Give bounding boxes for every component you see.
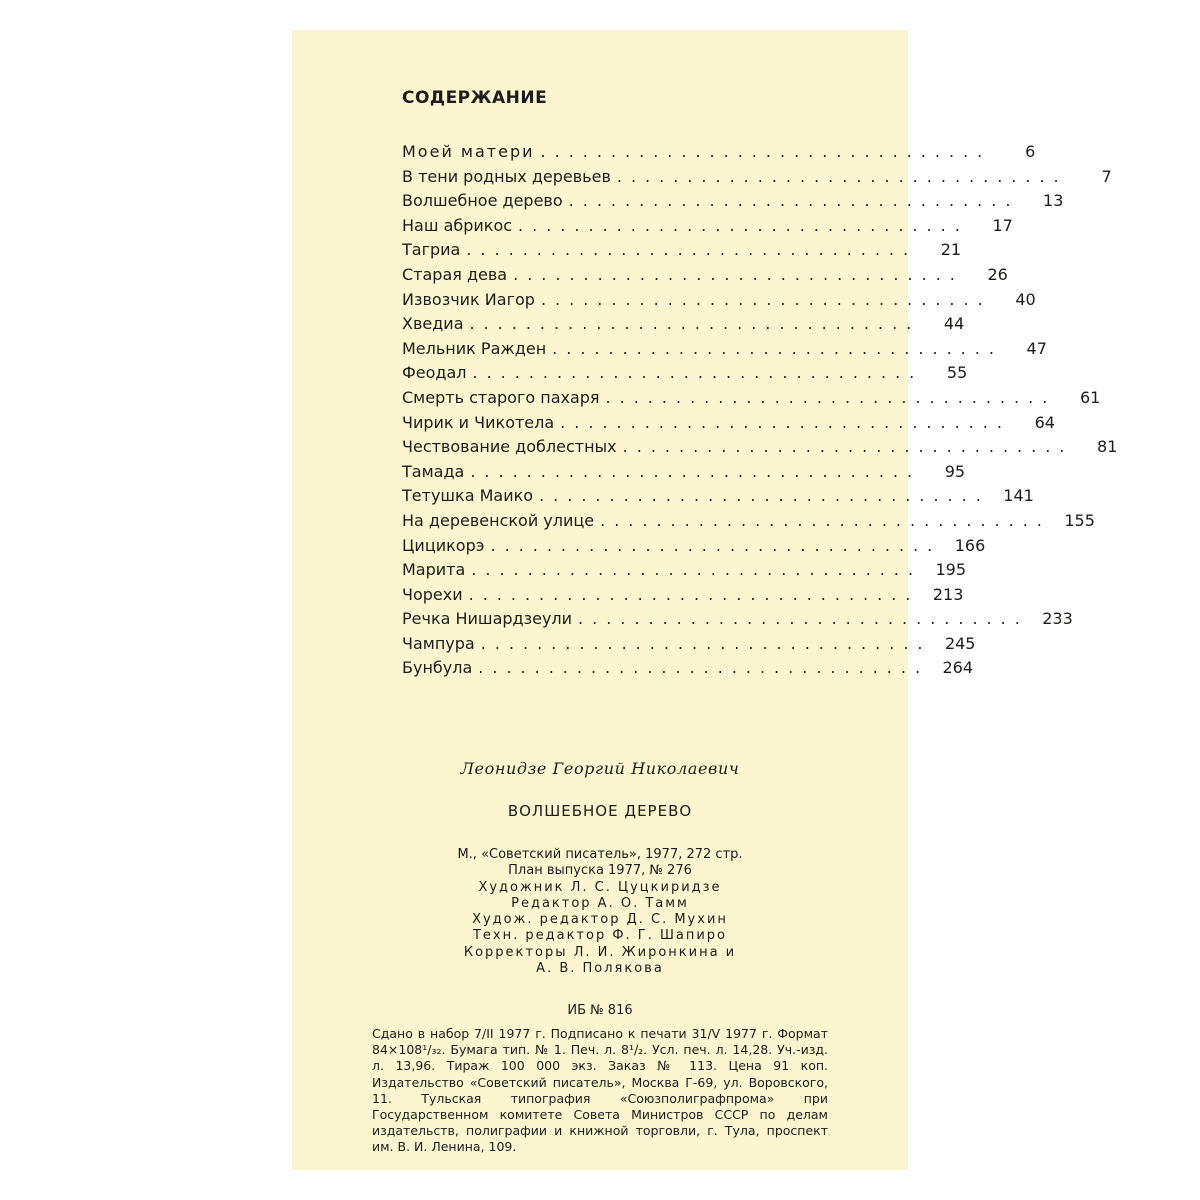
- toc-entry: [402, 191, 1064, 216]
- toc-entry: [402, 658, 974, 683]
- toc-entry-page: 55: [946, 363, 968, 383]
- toc-leader-dots: ................................: [490, 535, 942, 555]
- toc-leader-dots: ................................: [469, 314, 921, 334]
- toc-entry: [402, 633, 976, 659]
- toc-entry-title: Бунбула: [402, 658, 473, 678]
- toc-leader-dots: ................................: [480, 633, 932, 653]
- toc-entry-title: Чирик и Чикотела: [402, 412, 555, 432]
- toc-entry-title: Чествование доблестных: [402, 437, 617, 457]
- toc-leader-dots: ................................: [605, 387, 1057, 407]
- toc-entry-page: 95: [944, 461, 966, 481]
- toc-entry-page: 6: [1025, 142, 1036, 161]
- toc-entry-page: 195: [935, 560, 967, 580]
- toc-entry: [402, 142, 1036, 167]
- toc-entry-page: 264: [942, 658, 974, 678]
- toc-entry-page: 64: [1034, 412, 1055, 432]
- toc-entry-title: Тагриа: [402, 240, 461, 260]
- toc-entry-page: 166: [954, 535, 986, 555]
- book-page: [292, 30, 1118, 1170]
- toc-entry-title: Извозчик Иагор: [402, 289, 535, 309]
- toc-leader-dots: ................................: [560, 412, 1011, 432]
- tech-editor-line: Техн. редактор Ф. Г. Шапиро: [472, 928, 728, 944]
- toc-entry: [402, 486, 1034, 511]
- toc-entry-page: 13: [1043, 191, 1064, 211]
- proofreaders-line-2: А. В. Полякова: [536, 961, 664, 977]
- toc-entry: [402, 535, 986, 561]
- toc-leader-dots: ................................: [472, 363, 924, 383]
- publisher-line: М., «Советский писатель», 1977, 272 стр.: [457, 847, 743, 862]
- toc-entry: [402, 240, 962, 265]
- toc-entry: [402, 510, 1095, 536]
- toc-entry-page: 141: [1003, 486, 1034, 506]
- toc-entry-title: Старая дева: [402, 264, 508, 284]
- toc-entry-title: В тени родных деревьев: [402, 166, 611, 186]
- toc-leader-dots: ................................: [622, 437, 1074, 457]
- toc-entry: [402, 264, 1008, 290]
- plan-line: План выпуска 1977, № 276: [508, 863, 692, 879]
- toc-leader-dots: ................................: [478, 658, 930, 678]
- toc-entry-title: Чорехи: [402, 584, 463, 604]
- toc-entry: [402, 166, 1112, 192]
- toc-entry: [402, 338, 1047, 364]
- toc-leader-dots: ................................: [513, 264, 964, 284]
- toc-leader-dots: ................................: [466, 240, 918, 260]
- toc-entry-title: Феодал: [402, 363, 467, 383]
- ib-number: ИБ № 816: [567, 1003, 633, 1018]
- toc-leader-dots: ................................: [568, 191, 1020, 211]
- toc-list: [402, 142, 1118, 683]
- toc-entry: [402, 412, 1055, 438]
- toc-entry-page: 7: [1101, 166, 1112, 186]
- toc-entry-page: 21: [940, 240, 962, 260]
- toc-entry: [402, 461, 966, 487]
- toc-entry: [402, 215, 1013, 241]
- toc-leader-dots: ................................: [468, 584, 920, 604]
- toc-leader-dots: ................................: [616, 166, 1068, 186]
- toc-entry-page: 61: [1079, 387, 1101, 407]
- toc-entry-title: На деревенской улице: [402, 510, 595, 530]
- author-name: Леонидзе Георгий Николаевич: [460, 759, 740, 778]
- editor-line: Редактор А. О. Тамм: [511, 895, 689, 911]
- toc-leader-dots: ................................: [539, 486, 990, 506]
- artist-line: Художник Л. С. Цуцкиридзе: [478, 879, 722, 895]
- toc-entry-page: 245: [944, 633, 976, 653]
- toc-entry-page: 233: [1042, 609, 1073, 629]
- toc-entry-title: Смерть старого пахаря: [402, 387, 600, 407]
- toc-entry-page: 40: [1015, 289, 1036, 309]
- toc-entry: [402, 609, 1073, 634]
- toc-entry: [402, 363, 968, 388]
- toc-entry-title: Марита: [402, 560, 466, 580]
- toc-entry: [402, 314, 965, 339]
- toc-entry-title: Речка Нишардзеули: [402, 609, 573, 629]
- toc-entry-title: Хведиа: [402, 314, 464, 334]
- imprint-block: [292, 847, 908, 977]
- toc-leader-dots: ................................: [518, 215, 969, 235]
- toc-entry-page: 17: [992, 215, 1013, 235]
- toc-entry-title: Моей матери: [402, 142, 535, 161]
- toc-entry: [402, 387, 1101, 413]
- toc-entry-title: Тетушка Маико: [402, 486, 534, 506]
- book-title: ВОЛШЕБНОЕ ДЕРЕВО: [507, 802, 693, 820]
- proofreaders-line: Корректоры Л. И. Жиронкина и: [463, 944, 737, 960]
- toc-leader-dots: ................................: [540, 289, 992, 309]
- toc-entry-title: Волшебное дерево: [402, 191, 563, 211]
- toc-entry-page: 47: [1026, 338, 1047, 358]
- toc-leader-dots: ................................: [552, 338, 1003, 358]
- colophon-text: Сдано в набор 7/II 1977 г. Подписано к печати 31/V 1977 г. Формат 84×108¹/₃₂. Бумага тип. № 1. Печ. л. 8¹/₂. Усл. печ. л. 14,28. Уч.-изд. л. 13,96. Тираж 100 000 экз. Заказ № 113. Цена 91 коп. Издательство «Советский писатель», Москва Г-69, ул. Воровского, 11. Тульская типография «Союзполиграфпрома» при Государственном комитете Совета Министров СССР по делам издательств, полиграфии и книжной торговли, г. Тула, проспект им. В. И. Ленина, 109.: [372, 1026, 828, 1155]
- toc-entry: [402, 560, 967, 585]
- toc-leader-dots: ................................: [470, 461, 922, 481]
- toc-entry-title: Цицикорэ: [402, 535, 485, 555]
- toc-entry-title: Мельник Ражден: [402, 338, 547, 358]
- toc-entry: [402, 289, 1036, 315]
- toc-entry-page: 81: [1097, 437, 1118, 457]
- toc-entry-page: 155: [1064, 510, 1095, 530]
- toc-leader-dots: ................................: [578, 609, 1029, 629]
- toc-entry-page: 44: [943, 314, 965, 334]
- toc-entry-title: Чампура: [402, 633, 475, 653]
- toc-leader-dots: ................................: [471, 560, 923, 580]
- toc-entry-title: Наш абрикос: [402, 215, 513, 235]
- toc-entry: [402, 584, 964, 610]
- toc-leader-dots: ................................: [540, 142, 992, 161]
- toc-entry-page: 213: [932, 584, 964, 604]
- toc-heading: СОДЕРЖАНИЕ: [402, 88, 548, 108]
- toc-entry-page: 26: [987, 264, 1008, 284]
- toc-leader-dots: ................................: [600, 510, 1051, 530]
- art-editor-line: Худож. редактор Д. С. Мухин: [472, 912, 728, 928]
- toc-entry-title: Тамада: [402, 461, 465, 481]
- toc-entry: [402, 437, 1118, 462]
